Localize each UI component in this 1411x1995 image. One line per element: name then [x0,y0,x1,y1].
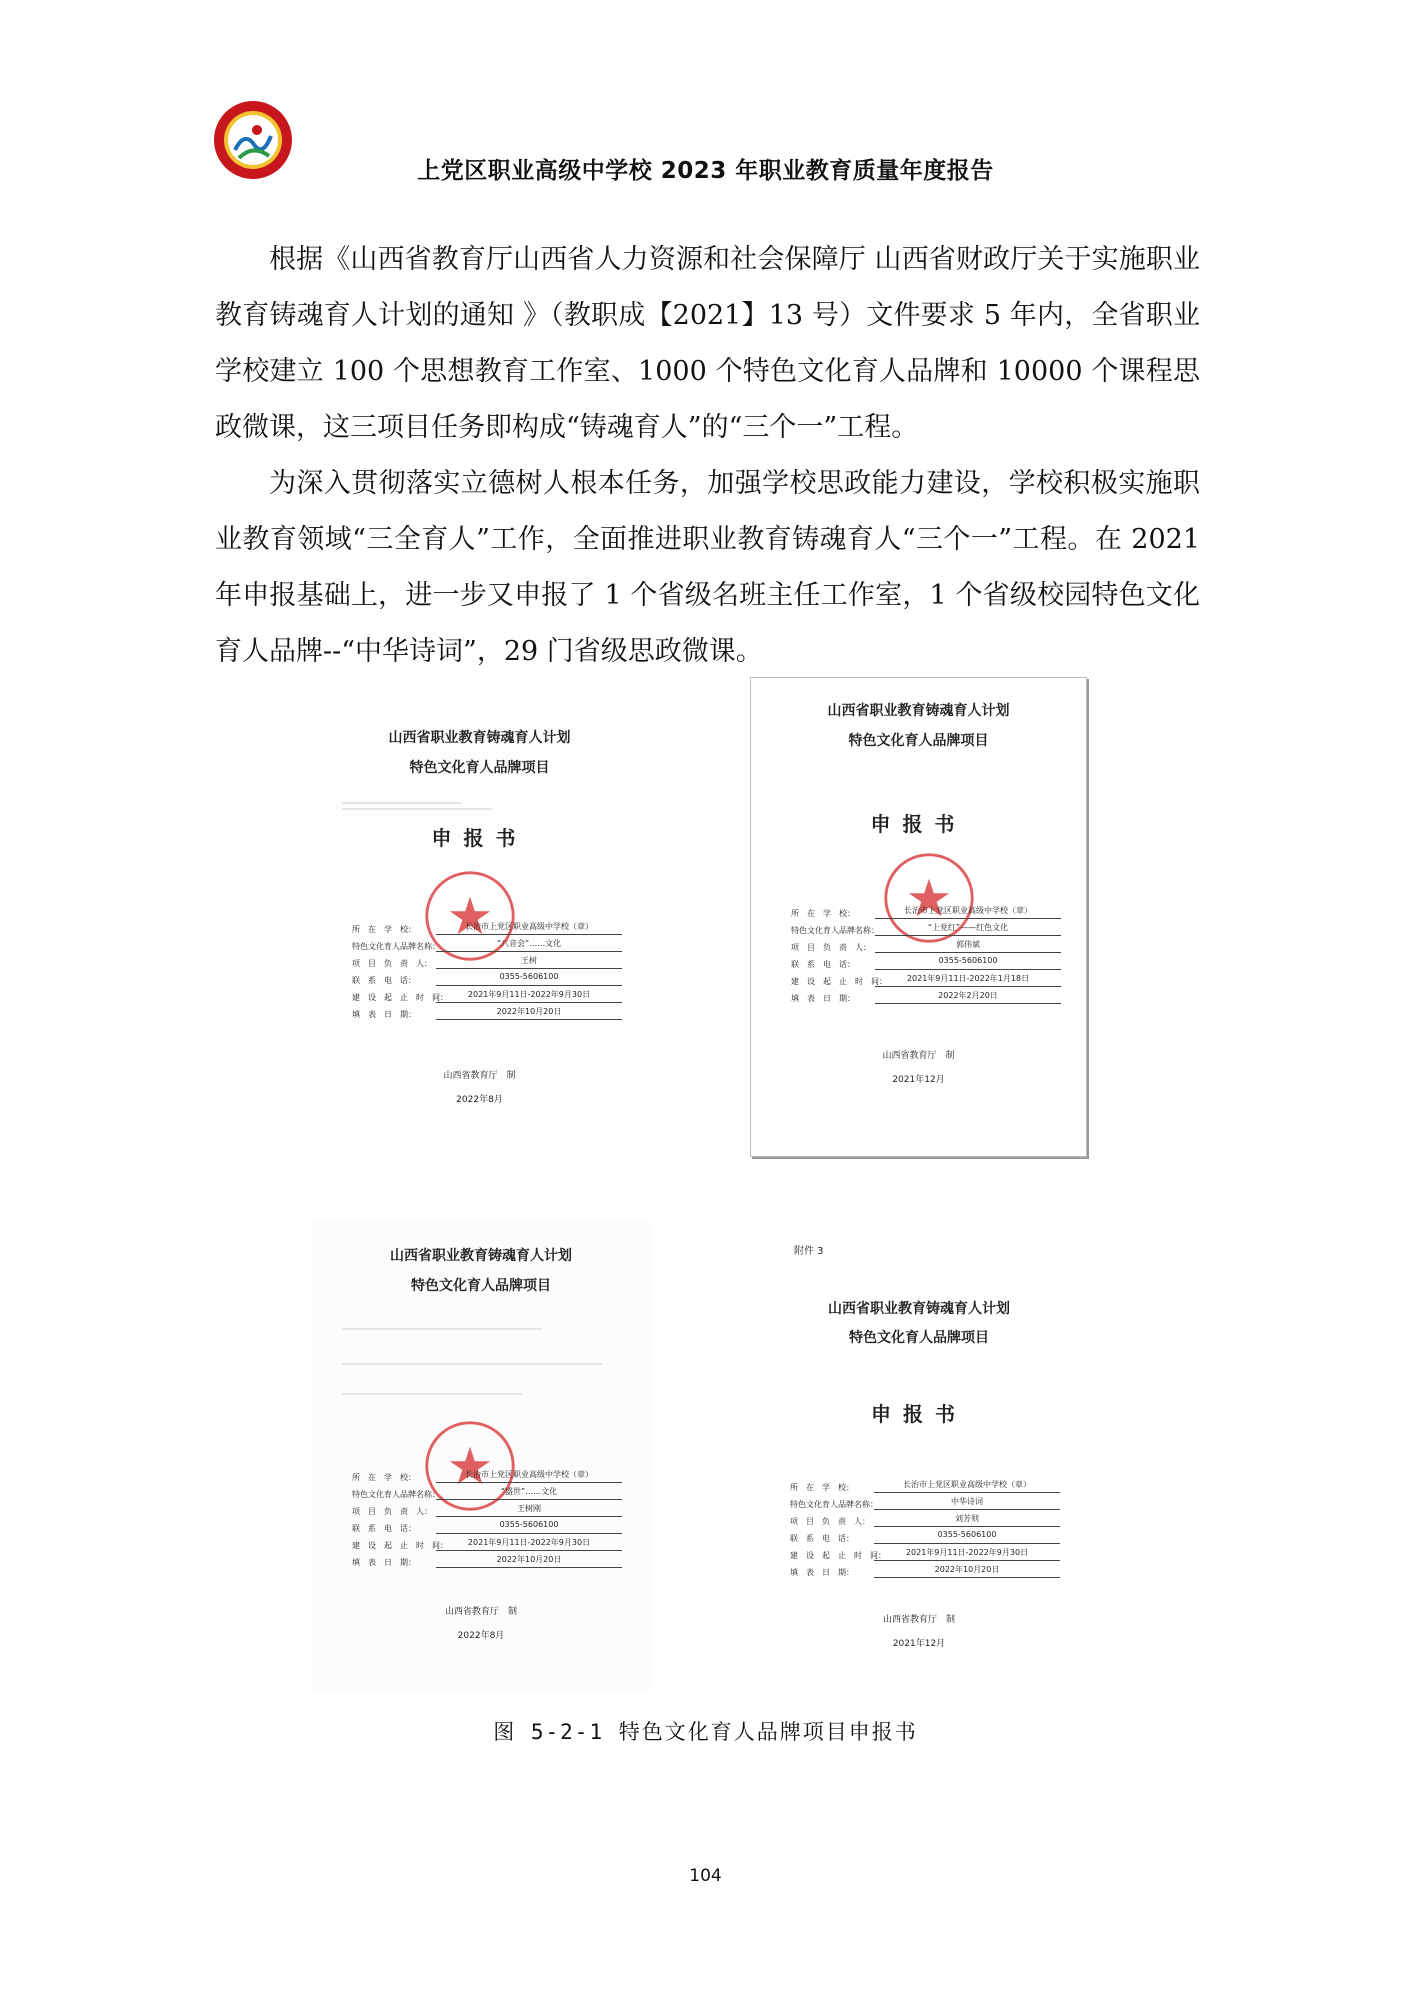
doc-field-row [791,970,1061,987]
doc-title-line1: 山西省职业教育铸魂育人计划 [390,1248,572,1264]
field-value: 0355-5606100 [436,972,622,986]
field-value: 2022年10月20日 [436,1554,622,1568]
doc-field-row [352,1551,622,1568]
doc-field-row [790,1561,1060,1578]
field-value: 2022年2月20日 [875,990,1061,1004]
doc-field-row [352,1466,622,1483]
application-form-photo-4 [750,1218,1088,1693]
field-label: 填 表 日 期： [352,1010,416,1019]
field-value: 郭伟斌 [875,939,1061,953]
field-value: 中华诗词 [874,1496,1060,1510]
field-label: 联 系 电 话： [352,1524,416,1533]
paragraph: 为深入贯彻落实立德树人根本任务，加强学校思政能力建设，学校积极实施职业教育领域“三全育人”工作，全面推进职业教育铸魂育人“三个一”工程。在 2021 年申报基础上，进一步又申报了 1 个省级名班主任工作室，1 个省级校园特色文化育人品牌--“中华诗词”，29 门省级思政微课。 [215,468,1200,667]
doc-fields [790,1476,1060,1578]
doc-field-row [352,1500,622,1517]
doc-date: 2021年12月 [892,1075,945,1085]
doc-field-row [352,918,622,935]
field-value: 长治市上党区职业高级中学校（章） [874,1479,1060,1493]
doc-title-line2: 特色文化育人品牌项目 [411,1278,551,1294]
field-value: “盛世”……文化 [436,1486,622,1500]
faded-line [342,1328,542,1330]
field-value: 2021年9月11日-2022年9月30日 [436,1537,622,1551]
field-label: 特色文化育人品牌名称： [352,942,440,951]
doc-field-row [352,935,622,952]
field-value: 王树 [436,955,622,969]
field-label: 填 表 日 期： [791,994,855,1003]
doc-big-title: 申报书 [871,1402,967,1426]
doc-field-row [791,936,1061,953]
field-label: 联 系 电 话： [352,976,416,985]
doc-field-row [791,919,1061,936]
field-label: 填 表 日 期： [790,1568,854,1577]
field-label: 项 目 负 责 人： [352,959,432,968]
doc-field-row [790,1527,1060,1544]
field-value: 0355-5606100 [436,1520,622,1534]
field-value: 长治市上党区职业高级中学校（章） [436,1469,622,1483]
field-label: 建 设 起 止 时 间： [790,1551,886,1560]
field-label: 联 系 电 话： [791,960,855,969]
field-label: 填 表 日 期： [352,1558,416,1567]
field-label: 所 在 学 校： [352,1473,416,1482]
doc-date: 2022年8月 [456,1095,503,1105]
field-value: 长治市上党区职业高级中学校（章） [436,921,622,935]
faded-line [342,1363,602,1365]
field-value: 0355-5606100 [875,956,1061,970]
doc-field-row [790,1510,1060,1527]
faded-line [342,808,492,810]
field-label: 项 目 负 责 人： [790,1517,870,1526]
field-label: 建 设 起 止 时 间： [352,993,448,1002]
field-value: 王树刚 [436,1503,622,1517]
doc-date: 2022年8月 [457,1631,505,1641]
doc-field-row [352,969,622,986]
application-form-photo-1 [312,682,647,1152]
figure-caption: 图 5-2-1 特色文化育人品牌项目申报书 [493,1720,918,1744]
doc-field-row [790,1544,1060,1561]
application-form-photo-3 [312,1218,650,1693]
field-value: 2021年9月11日-2022年9月30日 [874,1547,1060,1561]
field-value: 长治市上党区职业高级中学校（章） [875,905,1061,919]
doc-big-title: 申报书 [870,812,967,836]
field-value: “八音会”……文化 [436,938,622,952]
page-number: 104 [689,1866,722,1886]
field-label: 特色文化育人品牌名称： [352,1490,440,1499]
field-label: 建 设 起 止 时 间： [791,977,887,986]
doc-title-line1: 山西省职业教育铸魂育人计划 [388,730,571,746]
page-header-title: 上党区职业高级中学校 2023 年职业教育质量年度报告 [417,158,994,184]
doc-title-line2: 特色文化育人品牌项目 [849,1330,989,1346]
doc-issuer: 山西省教育厅 制 [443,1071,516,1081]
field-label: 项 目 负 责 人： [791,943,871,952]
field-value: 2022年10月20日 [874,1564,1060,1578]
field-label: 建 设 起 止 时 间： [352,1541,448,1550]
paragraph: 根据《山西省教育厅山西省人力资源和社会保障厅 山西省财政厅关于实施职业教育铸魂育人计划的通知 》（教职成【2021】13 号）文件要求 5 年内，全省职业学校建立 100 个思想教育工作室、1000 个特色文化育人品牌和 10000 个课程思政微课，这三项目任务即构成“铸魂育人”的“三个一”工程。 [215,244,1200,443]
doc-date: 2021年12月 [892,1639,946,1649]
doc-field-row [791,987,1061,1004]
doc-field-row [790,1493,1060,1510]
body-text [215,232,1200,680]
application-form-photo-2 [750,677,1087,1157]
doc-field-row [352,986,622,1003]
doc-field-row [352,1517,622,1534]
doc-fields [791,902,1061,1004]
doc-title-line1: 山西省职业教育铸魂育人计划 [828,1301,1010,1317]
field-value: 0355-5606100 [874,1530,1060,1544]
field-value: 2021年9月11日-2022年1月18日 [875,973,1061,987]
field-value: 2022年10月20日 [436,1006,622,1020]
doc-field-row [352,1483,622,1500]
field-label: 所 在 学 校： [352,925,416,934]
doc-issuer: 山西省教育厅 制 [444,1607,517,1617]
doc-issuer: 山西省教育厅 制 [882,1615,955,1625]
doc-title-line2: 特色文化育人品牌项目 [409,760,550,776]
field-label: 所 在 学 校： [791,909,855,918]
doc-title-line2: 特色文化育人品牌项目 [848,733,989,749]
faded-line [342,1393,522,1395]
field-label: 特色文化育人品牌名称： [790,1500,878,1509]
field-label: 联 系 电 话： [790,1534,854,1543]
field-label: 项 目 负 责 人： [352,1507,432,1516]
field-value: 2021年9月11日-2022年9月30日 [436,989,622,1003]
field-label: 特色文化育人品牌名称： [791,926,879,935]
doc-field-row [791,902,1061,919]
doc-field-row [790,1476,1060,1493]
doc-field-row [352,1003,622,1020]
doc-annex-label: 附件 3 [794,1246,824,1257]
field-value: 刘芳则 [874,1513,1060,1527]
doc-title-line1: 山西省职业教育铸魂育人计划 [827,703,1010,719]
doc-field-row [352,1534,622,1551]
doc-fields [352,1466,622,1568]
faded-line [342,802,462,804]
field-label: 所 在 学 校： [790,1483,854,1492]
doc-field-row [791,953,1061,970]
doc-big-title: 申报书 [431,826,528,850]
doc-field-row [352,952,622,969]
doc-fields [352,918,622,1020]
field-value: “上党红”——红色文化 [875,922,1061,936]
doc-issuer: 山西省教育厅 制 [882,1051,955,1061]
